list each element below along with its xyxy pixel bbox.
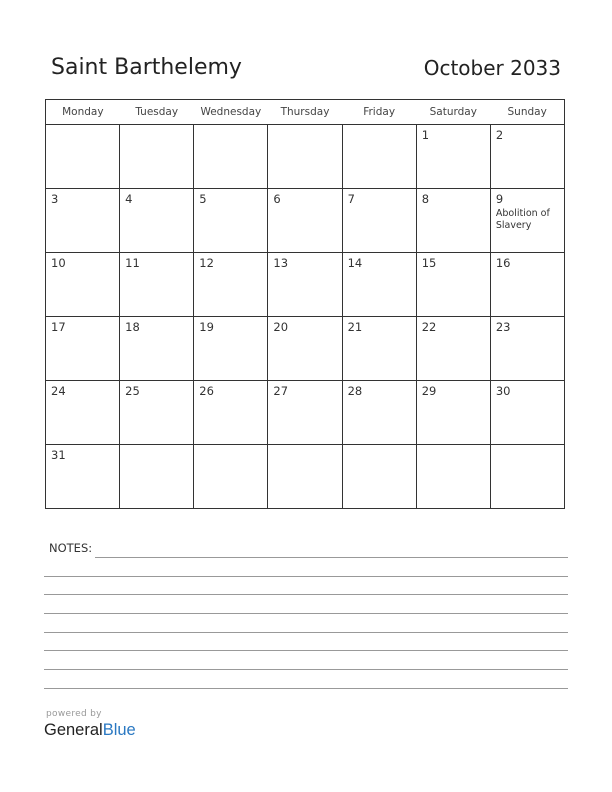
day-number: 12 (199, 256, 214, 270)
day-cell[interactable] (490, 253, 564, 317)
note-line (44, 650, 568, 651)
day-cell[interactable] (342, 381, 416, 445)
day-cell[interactable] (342, 189, 416, 253)
brand-blue: Blue (102, 721, 136, 739)
day-cell[interactable] (416, 253, 490, 317)
note-line (44, 594, 568, 595)
day-number: 4 (125, 192, 133, 206)
day-cell[interactable] (490, 317, 564, 381)
day-cell[interactable] (342, 125, 416, 189)
day-cell[interactable] (120, 445, 194, 509)
day-cell[interactable] (194, 189, 268, 253)
weekday-wednesday: Wednesday (194, 100, 268, 125)
day-number: 25 (125, 384, 140, 398)
day-cell[interactable] (490, 189, 564, 253)
day-number: 26 (199, 384, 214, 398)
day-number: 20 (273, 320, 289, 334)
day-cell[interactable] (416, 125, 490, 189)
day-cell[interactable] (490, 125, 564, 189)
note-line (44, 688, 568, 689)
day-number: 21 (347, 320, 363, 334)
day-number: 14 (347, 256, 363, 270)
week-row (46, 253, 565, 317)
day-number: 19 (199, 320, 214, 334)
day-number: 17 (51, 320, 66, 334)
weekday-tuesday: Tuesday (120, 100, 194, 125)
day-number: 24 (51, 384, 66, 398)
day-number: 11 (125, 256, 140, 270)
day-cell[interactable] (120, 125, 194, 189)
day-cell[interactable] (268, 445, 342, 509)
week-row (46, 189, 565, 253)
day-cell[interactable] (268, 125, 342, 189)
day-cell[interactable] (194, 317, 268, 381)
day-cell[interactable] (194, 381, 268, 445)
day-number: 13 (273, 256, 289, 270)
day-cell[interactable] (268, 253, 342, 317)
day-number: 3 (51, 192, 59, 206)
note-line (95, 557, 568, 558)
day-cell[interactable] (46, 189, 120, 253)
week-row (46, 381, 565, 445)
day-number: 9 (495, 192, 504, 206)
day-number: 2 (495, 128, 504, 142)
day-number: 27 (273, 384, 289, 398)
powered-by-text: powered by (46, 709, 102, 719)
day-number: 29 (421, 384, 437, 398)
day-number: 5 (199, 192, 207, 206)
day-cell[interactable] (46, 445, 120, 509)
day-cell[interactable] (194, 445, 268, 509)
weekday-header-row (46, 100, 565, 125)
weekday-saturday: Saturday (416, 100, 490, 125)
day-number: 6 (273, 192, 281, 206)
day-number: 31 (51, 448, 66, 462)
day-cell[interactable] (268, 317, 342, 381)
day-cell[interactable] (268, 381, 342, 445)
day-cell[interactable] (46, 125, 120, 189)
day-cell[interactable] (416, 189, 490, 253)
week-row (46, 445, 565, 509)
day-number: 16 (495, 256, 511, 270)
month-year: October 2033 (423, 56, 561, 80)
weekday-friday: Friday (342, 100, 416, 125)
day-number: 22 (421, 320, 437, 334)
day-cell[interactable] (120, 381, 194, 445)
calendar-title: Saint Barthelemy (51, 55, 242, 80)
day-number: 28 (347, 384, 363, 398)
day-cell[interactable] (416, 317, 490, 381)
day-number: 15 (421, 256, 437, 270)
day-cell[interactable] (120, 253, 194, 317)
day-cell[interactable] (416, 381, 490, 445)
holiday-event: Abolition of Slavery (495, 208, 550, 231)
day-cell[interactable] (416, 445, 490, 509)
note-line (44, 576, 568, 577)
day-cell[interactable] (342, 253, 416, 317)
note-line (44, 613, 568, 614)
day-number: 23 (495, 320, 511, 334)
brand-logo[interactable] (44, 721, 136, 740)
calendar-grid (45, 99, 565, 509)
week-row (46, 317, 565, 381)
day-cell[interactable] (194, 125, 268, 189)
day-cell[interactable] (490, 445, 564, 509)
day-cell[interactable] (46, 253, 120, 317)
day-number: 18 (125, 320, 140, 334)
day-number: 10 (51, 256, 66, 270)
notes-label: NOTES: (49, 541, 93, 555)
day-cell[interactable] (342, 317, 416, 381)
day-cell[interactable] (342, 445, 416, 509)
note-line (44, 632, 568, 633)
day-number: 30 (495, 384, 511, 398)
day-number: 1 (421, 128, 430, 142)
day-number: 7 (347, 192, 355, 206)
day-cell[interactable] (120, 317, 194, 381)
note-line (44, 669, 568, 670)
day-cell[interactable] (490, 381, 564, 445)
weekday-sunday: Sunday (490, 100, 564, 125)
day-cell[interactable] (268, 189, 342, 253)
day-cell[interactable] (194, 253, 268, 317)
day-cell[interactable] (46, 381, 120, 445)
brand-general: General (44, 721, 103, 739)
day-number: 8 (421, 192, 430, 206)
weekday-thursday: Thursday (268, 100, 342, 125)
day-cell[interactable] (46, 317, 120, 381)
day-cell[interactable] (120, 189, 194, 253)
week-row (46, 125, 565, 189)
weekday-monday: Monday (46, 100, 120, 125)
